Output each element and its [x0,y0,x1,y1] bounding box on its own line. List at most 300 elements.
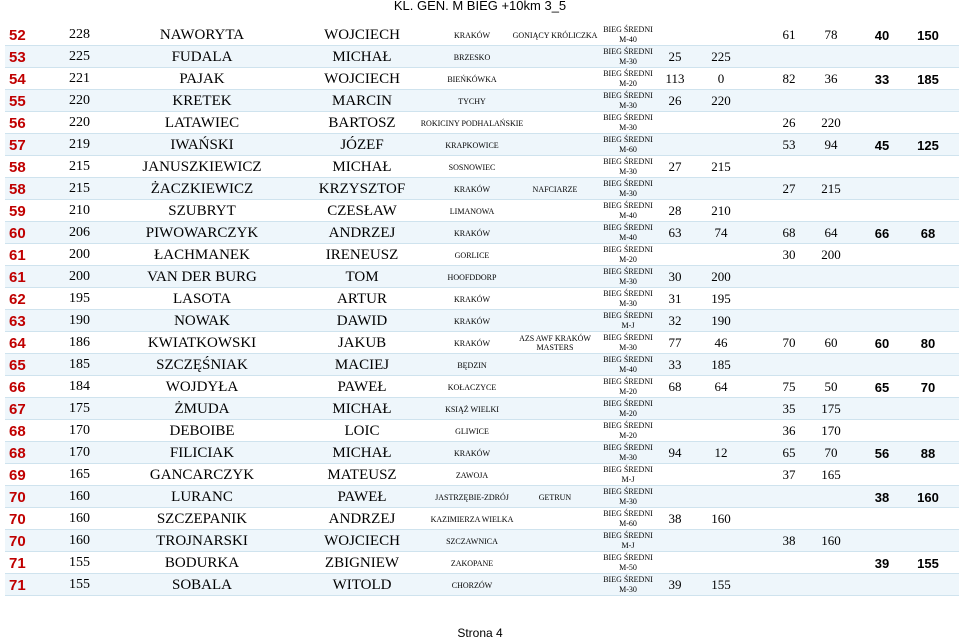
race1-points: 64 [714,379,728,394]
race3-place [861,178,903,200]
race1-place: 25 [668,49,682,64]
city-cell: LIMANOWA [449,206,495,216]
race1-points [697,178,745,200]
city-cell: ZAKOPANE [450,558,494,568]
race2-points: 200 [821,247,841,262]
table-row [5,46,959,68]
first-name-cell: WITOLD [332,576,392,593]
race1-place: 32 [668,313,682,328]
category-label: BIEG ŚREDNI [603,355,653,364]
points-cell: 219 [69,137,90,152]
race2-points: 36 [824,71,838,86]
surname-cell: LASOTA [173,290,231,307]
race1-place [651,244,699,266]
race3-place: 40 [874,27,890,43]
city-cell: KOŁACZYCE [447,382,497,392]
city-cell: CHORZÓW [451,580,493,590]
race1-points: 46 [714,335,728,350]
points-cell: 221 [69,71,90,86]
table-row [5,222,959,244]
place-cell: 61 [9,268,26,286]
race3-place [861,508,903,530]
table-row [5,200,959,222]
city-cell: KAZIMIERZA WIELKA [430,514,514,524]
category-label: BIEG ŚREDNI [603,113,653,122]
first-name-cell: WOJCIECH [324,70,400,87]
race1-place: 33 [668,357,682,372]
points-cell: 190 [69,313,90,328]
points-cell: 165 [69,467,90,482]
race3-points [907,90,949,112]
first-name-cell: JÓZEF [340,136,384,153]
race1-points: 185 [711,357,731,372]
race3-place: 66 [874,225,890,241]
table-row [5,332,959,354]
table-row [5,398,959,420]
race2-place [765,574,813,596]
race1-place: 94 [668,445,682,460]
category-label: BIEG ŚREDNI [603,69,653,78]
first-name-cell: WOJCIECH [324,532,400,549]
race1-points [697,244,745,266]
category-label: BIEG ŚREDNI [603,399,653,408]
race1-place [651,398,699,420]
race2-points [807,552,855,574]
surname-cell: LATAWIEC [164,114,240,131]
race1-points [697,530,745,552]
surname-cell: KRETEK [172,92,232,109]
race3-place [861,574,903,596]
race1-place [651,420,699,442]
surname-cell: BODURKA [164,554,240,571]
race2-place [765,156,813,178]
surname-cell: SZCZĘŚNIAK [156,356,248,373]
race1-points: 200 [711,269,731,284]
place-cell: 55 [9,92,26,110]
race2-place [765,552,813,574]
race3-place: 56 [874,445,890,461]
first-name-cell: WOJCIECH [324,26,400,43]
race3-points [907,310,949,332]
category-label: BIEG ŚREDNI [603,47,653,56]
age-category: M-J [621,321,635,330]
category-label: BIEG ŚREDNI [603,333,653,342]
surname-cell: NAWORYTA [159,26,245,43]
points-cell: 184 [69,379,90,394]
age-category: M-30 [619,57,637,66]
points-cell: 200 [69,247,90,262]
race3-points [907,46,949,68]
race1-points [697,464,745,486]
surname-cell: GANCARCZYK [149,466,255,483]
race2-points [807,156,855,178]
race3-place [861,464,903,486]
race1-place: 68 [668,379,682,394]
race2-points: 160 [821,533,841,548]
points-cell: 225 [69,49,90,64]
category-label: BIEG ŚREDNI [603,135,653,144]
points-cell: 160 [69,533,90,548]
race2-place [765,266,813,288]
race2-points [807,288,855,310]
table-row [5,486,959,508]
surname-cell: VAN DER BURG [147,268,257,285]
points-cell: 206 [69,225,90,240]
race2-place [765,46,813,68]
city-cell: SZCZAWNICA [446,536,498,546]
city-cell: KRAKÓW [454,30,490,40]
city-cell: KRAKÓW [454,184,490,194]
first-name-cell: BARTOSZ [328,114,396,131]
race3-place [861,420,903,442]
race1-points [697,486,745,508]
city-cell: KRAKÓW [454,228,490,238]
category-label: BIEG ŚREDNI [603,421,653,430]
points-cell: 185 [69,357,90,372]
points-cell: 210 [69,203,90,218]
place-cell: 70 [9,532,26,550]
surname-cell: ŻACZKIEWICZ [150,180,254,197]
surname-cell: IWAŃSKI [170,136,234,153]
race3-points: 125 [917,137,939,153]
city-cell: SOSNOWIEC [448,162,496,172]
age-category: M-J [621,541,635,550]
race2-place: 82 [782,71,796,86]
race3-place: 39 [874,555,890,571]
points-cell: 170 [69,423,90,438]
race3-points [907,178,949,200]
race2-place [765,90,813,112]
table-row [5,420,959,442]
place-cell: 57 [9,136,26,154]
points-cell: 228 [69,27,90,42]
first-name-cell: PAWEŁ [337,378,387,395]
race2-points: 170 [821,423,841,438]
race3-points [907,508,949,530]
race1-place [651,464,699,486]
city-cell: KSIĄŻ WIELKI [445,404,499,414]
first-name-cell: ARTUR [337,290,387,307]
surname-cell: PAJAK [179,70,225,87]
race2-place: 30 [782,247,796,262]
race3-points [907,112,949,134]
race1-points [697,552,745,574]
first-name-cell: TOM [345,268,379,285]
club-cell: GONIĄCY KRÓLICZKA [512,30,598,40]
race2-place: 27 [782,181,796,196]
points-cell: 220 [69,93,90,108]
race2-place [765,354,813,376]
category-label: BIEG ŚREDNI [603,487,653,496]
surname-cell: ŻMUDA [174,400,230,417]
race1-points [697,112,745,134]
place-cell: 62 [9,290,26,308]
race1-place: 77 [668,335,682,350]
city-cell: JASTRZĘBIE-ZDRÓJ [435,492,509,502]
race3-points: 155 [917,555,939,571]
club-cell: AZS AWF KRAKÓW MASTERS [519,334,591,352]
race1-points: 160 [711,511,731,526]
race2-points [807,508,855,530]
surname-cell: KWIATKOWSKI [147,334,257,351]
points-cell: 175 [69,401,90,416]
category-label: BIEG ŚREDNI [603,157,653,166]
age-category: M-30 [619,101,637,110]
race3-place [861,288,903,310]
category-label: BIEG ŚREDNI [603,267,653,276]
first-name-cell: MICHAŁ [332,444,392,461]
race3-place [861,266,903,288]
surname-cell: NOWAK [174,312,230,329]
category-label: BIEG ŚREDNI [603,91,653,100]
table-row [5,442,959,464]
surname-cell: FUDALA [171,48,233,65]
category-label: BIEG ŚREDNI [603,245,653,254]
city-cell: ROKICINY PODHALAŃSKIE [420,118,524,128]
race3-place [861,90,903,112]
place-cell: 60 [9,224,26,242]
category-label: BIEG ŚREDNI [603,201,653,210]
points-cell: 200 [69,269,90,284]
race1-points: 220 [711,93,731,108]
first-name-cell: CZESŁAW [327,202,397,219]
place-cell: 69 [9,466,26,484]
category-label: BIEG ŚREDNI [603,179,653,188]
race2-place [765,288,813,310]
age-category: M-30 [619,497,637,506]
age-category: M-40 [619,233,637,242]
surname-cell: FILICIAK [169,444,235,461]
table-row [5,288,959,310]
race3-place: 45 [874,137,890,153]
race3-points [907,288,949,310]
table-row [5,90,959,112]
surname-cell: PIWOWARCZYK [145,224,259,241]
table-row [5,574,959,596]
age-category: M-30 [619,343,637,352]
table-row [5,310,959,332]
table-row [5,376,959,398]
age-category: M-30 [619,167,637,176]
race1-points: 0 [717,71,725,86]
age-category: M-20 [619,409,637,418]
race1-points: 195 [711,291,731,306]
race1-place: 38 [668,511,682,526]
race2-points: 78 [824,27,838,42]
race1-points: 210 [711,203,731,218]
race3-place: 38 [874,489,890,505]
race3-points [907,354,949,376]
race2-points [807,310,855,332]
age-category: M-20 [619,79,637,88]
race1-place [651,134,699,156]
race1-points: 215 [711,159,731,174]
club-cell: GETRUN [538,492,572,502]
age-category: M-40 [619,35,637,44]
city-cell: BĘDZIN [457,360,487,370]
first-name-cell: ANDRZEJ [328,510,396,527]
race1-place [651,552,699,574]
place-cell: 59 [9,202,26,220]
points-cell: 220 [69,115,90,130]
place-cell: 71 [9,554,26,572]
age-category: M-30 [619,189,637,198]
race2-points: 165 [821,467,841,482]
race3-points: 88 [920,445,936,461]
race3-place: 33 [874,71,890,87]
place-cell: 52 [9,26,26,44]
surname-cell: SOBALA [171,576,232,593]
race1-points: 74 [714,225,728,240]
category-label: BIEG ŚREDNI [603,443,653,452]
age-category: M-40 [619,211,637,220]
first-name-cell: MICHAŁ [332,158,392,175]
race2-points [807,266,855,288]
age-category: M-60 [619,145,637,154]
place-cell: 67 [9,400,26,418]
category-label: BIEG ŚREDNI [603,223,653,232]
table-row [5,68,959,90]
category-label: BIEG ŚREDNI [603,465,653,474]
race2-points [807,90,855,112]
race2-place: 75 [782,379,796,394]
first-name-cell: LOIC [344,422,380,439]
first-name-cell: PAWEŁ [337,488,387,505]
place-cell: 64 [9,334,26,352]
race3-points: 185 [917,71,939,87]
race2-place [765,486,813,508]
points-cell: 215 [69,159,90,174]
place-cell: 56 [9,114,26,132]
table-row [5,112,959,134]
race3-points [907,266,949,288]
race2-points: 60 [824,335,838,350]
city-cell: BIEŃKÓWKA [447,74,497,84]
race1-points: 190 [711,313,731,328]
place-cell: 68 [9,444,26,462]
race3-points [907,156,949,178]
race2-points [807,200,855,222]
race2-points [807,486,855,508]
age-category: M-30 [619,277,637,286]
category-label: BIEG ŚREDNI [603,509,653,518]
place-cell: 70 [9,510,26,528]
city-cell: GORLICE [454,250,490,260]
race1-place [651,178,699,200]
points-cell: 215 [69,181,90,196]
table-row [5,266,959,288]
race1-place [651,486,699,508]
category-label: BIEG ŚREDNI [603,531,653,540]
table-row [5,354,959,376]
race2-place [765,310,813,332]
surname-cell: ŁACHMANEK [154,246,250,263]
age-category: M-30 [619,453,637,462]
category-label: BIEG ŚREDNI [603,377,653,386]
race2-place: 65 [782,445,796,460]
first-name-cell: MACIEJ [334,356,390,373]
place-cell: 53 [9,48,26,66]
race2-place: 38 [782,533,796,548]
age-category: M-30 [619,585,637,594]
race1-points: 225 [711,49,731,64]
category-label: BIEG ŚREDNI [603,575,653,584]
first-name-cell: MARCIN [331,92,392,109]
place-cell: 63 [9,312,26,330]
race2-points [807,354,855,376]
first-name-cell: KRZYSZTOF [318,180,406,197]
page-title: KL. GEN. M BIEG +10km 3_5 [393,0,567,13]
race1-points [697,24,745,46]
race3-place [861,244,903,266]
results-table [5,24,959,596]
city-cell: KRAKÓW [454,294,490,304]
points-cell: 170 [69,445,90,460]
race1-place: 27 [668,159,682,174]
first-name-cell: JAKUB [337,334,387,351]
race2-points: 94 [824,137,838,152]
place-cell: 66 [9,378,26,396]
race2-place [765,200,813,222]
race3-points: 68 [920,225,936,241]
race1-place: 63 [668,225,682,240]
first-name-cell: ZBIGNIEW [324,554,400,571]
race1-place: 39 [668,577,682,592]
first-name-cell: ANDRZEJ [328,224,396,241]
first-name-cell: MICHAŁ [332,48,392,65]
points-cell: 155 [69,577,90,592]
place-cell: 68 [9,422,26,440]
surname-cell: LURANC [171,488,233,505]
age-category: M-J [621,475,635,484]
city-cell: TYCHY [458,96,486,106]
race2-place: 36 [782,423,796,438]
race2-place: 61 [782,27,796,42]
surname-cell: SZCZEPANIK [156,510,248,527]
race2-points: 215 [821,181,841,196]
age-category: M-50 [619,563,637,572]
race2-points: 175 [821,401,841,416]
place-cell: 70 [9,488,26,506]
surname-cell: SZUBRYT [168,202,236,219]
race3-place [861,46,903,68]
race1-points [697,420,745,442]
table-row [5,156,959,178]
race2-place: 53 [782,137,796,152]
race1-place [651,530,699,552]
age-category: M-40 [619,365,637,374]
race2-place: 68 [782,225,796,240]
race2-points: 70 [824,445,838,460]
race1-place [651,24,699,46]
race3-place [861,354,903,376]
race1-points: 155 [711,577,731,592]
table-row [5,24,959,46]
race1-place: 30 [668,269,682,284]
table-row [5,178,959,200]
race3-points [907,244,949,266]
place-cell: 58 [9,180,26,198]
race3-points [907,398,949,420]
category-label: BIEG ŚREDNI [603,553,653,562]
race1-place [651,112,699,134]
city-cell: KRAKÓW [454,448,490,458]
race3-place [861,398,903,420]
table-row [5,464,959,486]
city-cell: KRAKÓW [454,316,490,326]
table-row [5,530,959,552]
race3-place: 65 [874,379,890,395]
